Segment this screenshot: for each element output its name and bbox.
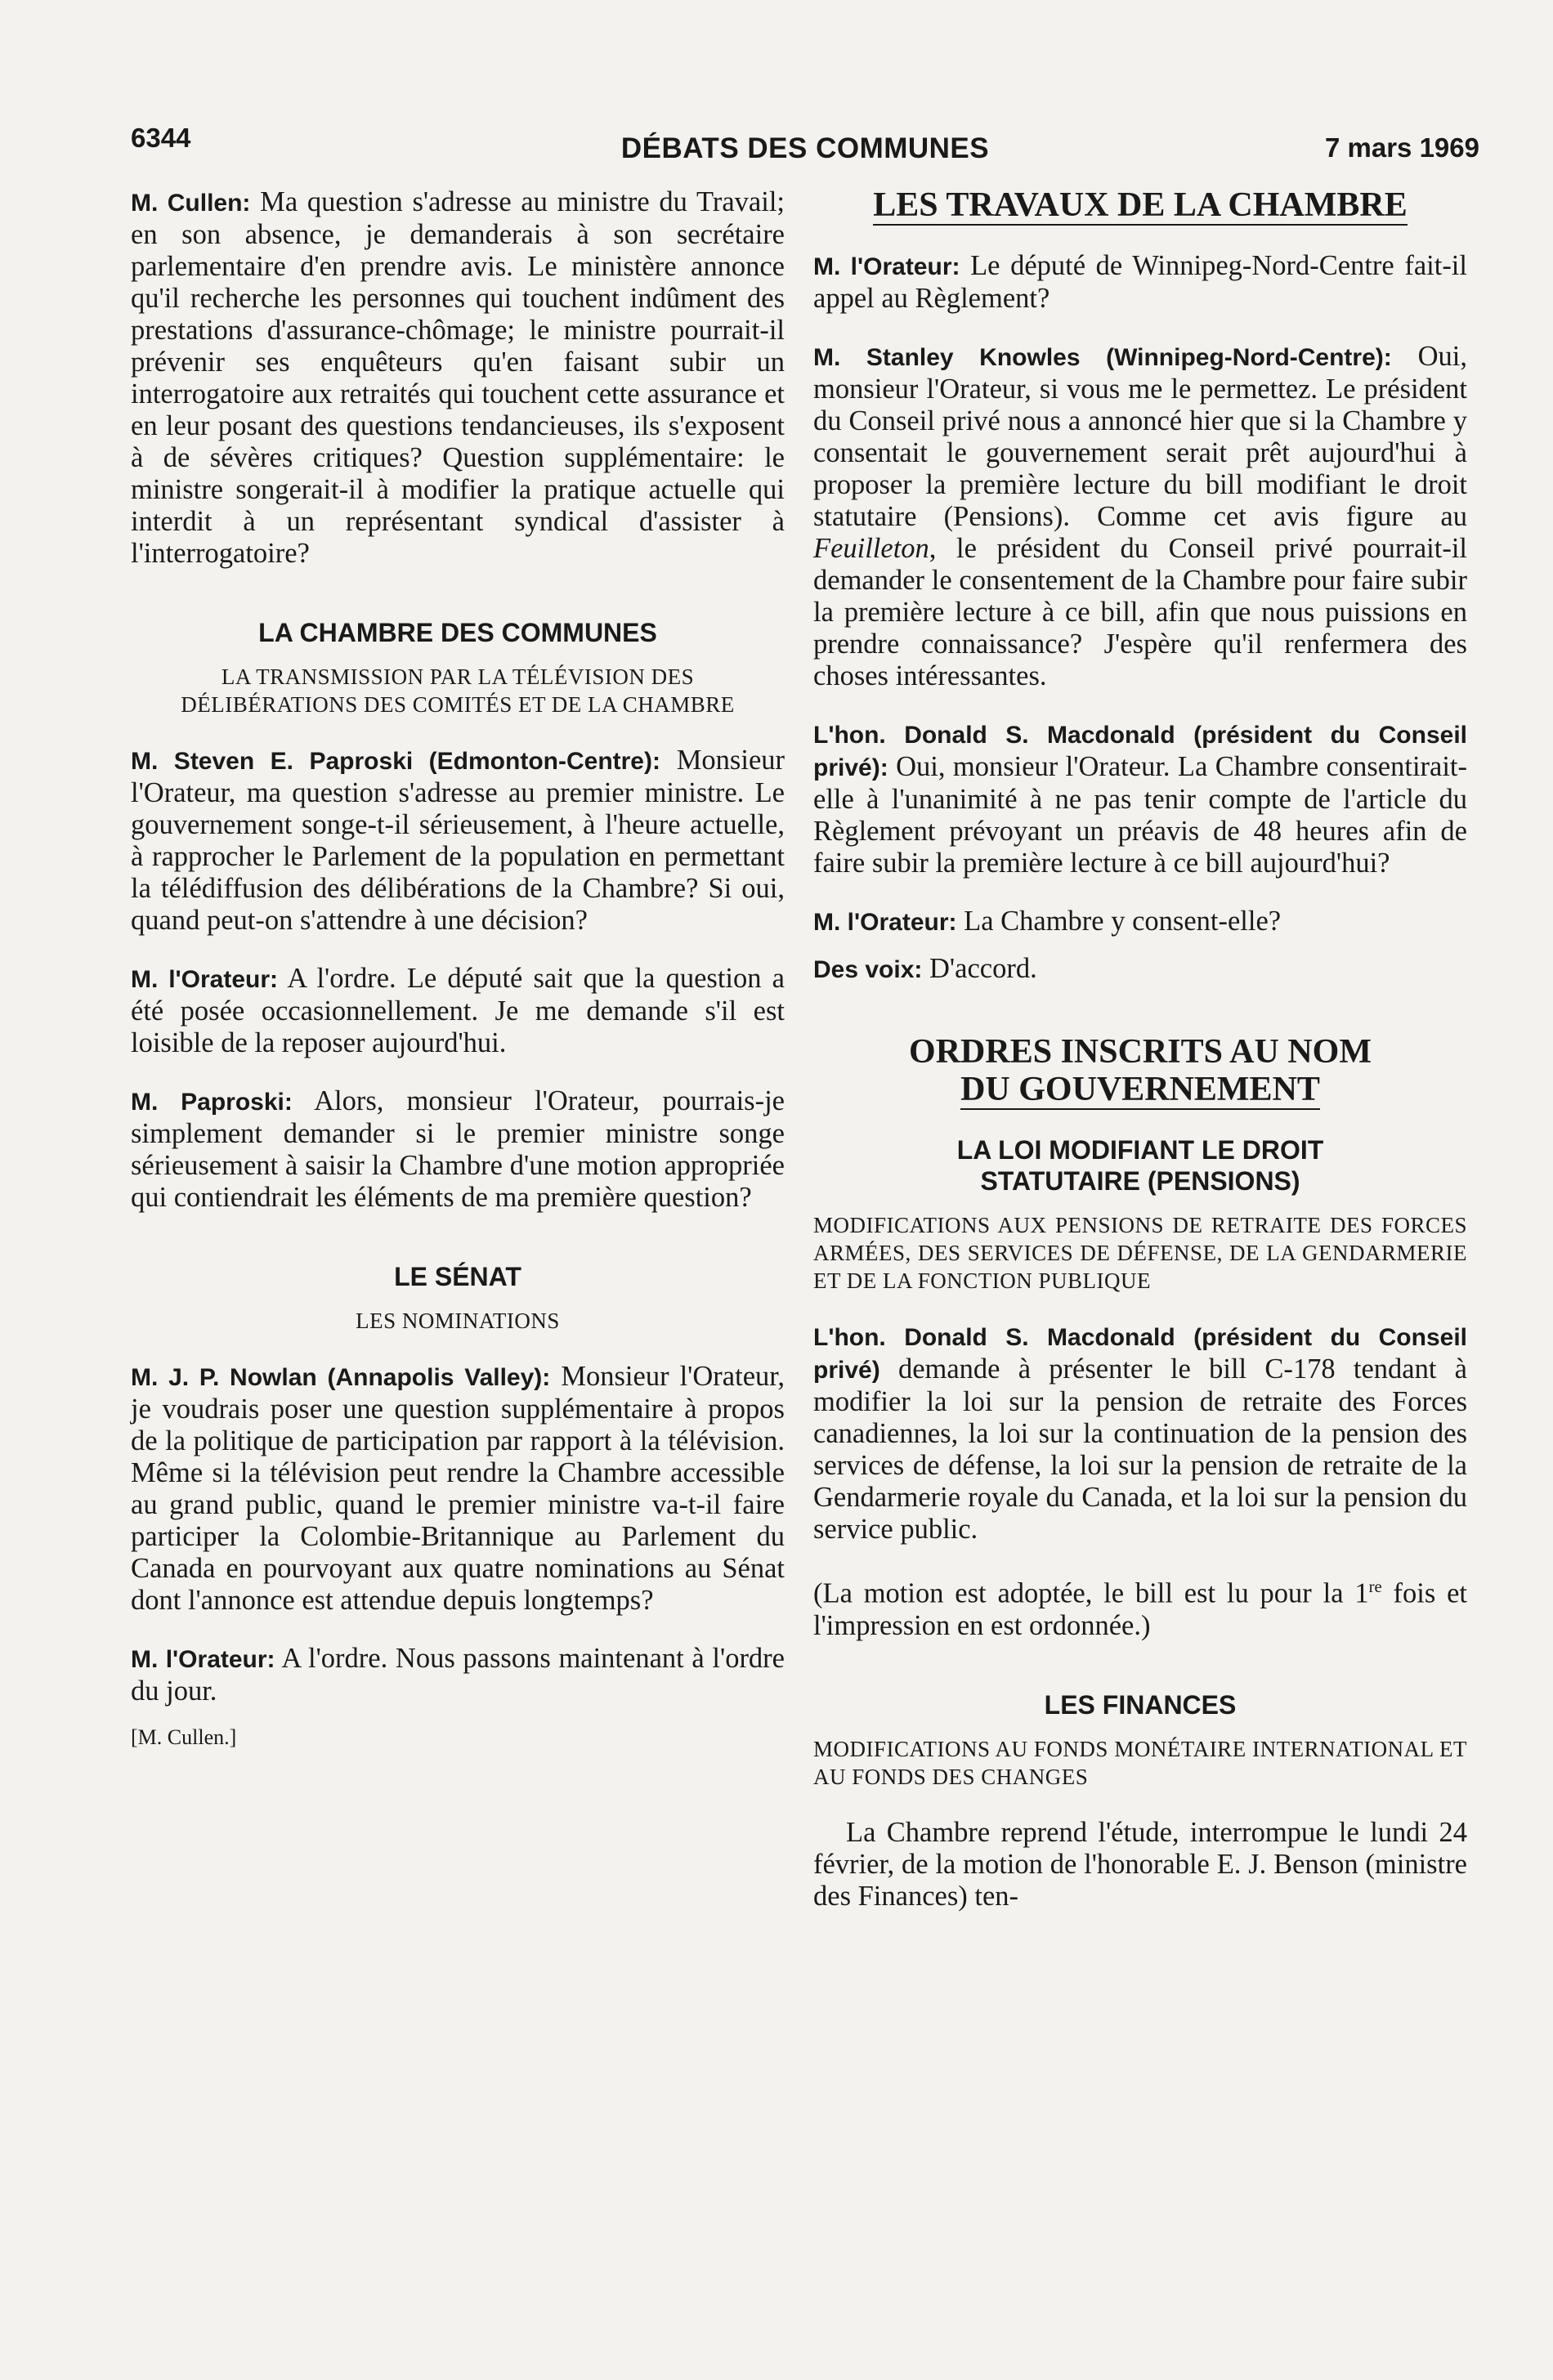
paragraph-text: Alors, monsieur l'Orateur, pourrais-je simplement demander si le premier ministre songe sérieusement à saisir la Chambre d'une motion appropriée qui contiendrait les éléments de ma première question? xyxy=(131,1085,785,1213)
paragraph xyxy=(813,1321,1467,1546)
paragraph-text: (La motion est adoptée, le bill est lu pour la 1 xyxy=(813,1577,1369,1609)
paragraph xyxy=(813,953,1467,986)
speaker-name: M. Cullen: xyxy=(131,190,251,217)
section-heading-text: LES TRAVAUX DE LA CHAMBRE xyxy=(873,186,1408,224)
paragraph-text: Le député de Winnipeg-Nord-Centre fait-il appel au Règlement? xyxy=(813,250,1467,314)
paragraph xyxy=(131,1361,785,1617)
speaker-name: Des voix: xyxy=(813,956,923,983)
superscript: re xyxy=(1368,1578,1382,1596)
paragraph-text: La Chambre reprend l'étude, interrompue le lundi 24 février, de la motion de l'honorable E. J. Benson (ministre des Finances) ten- xyxy=(813,1816,1467,1912)
paragraph-text: , le président du Conseil privé pourrait-il demander le consentement de la Chambre pour faire subir la première lecture à ce bill, afin que nous puissions en prendre connaissance? J'espère qu'il renfermera des choses intéressantes. xyxy=(813,533,1467,691)
left-column xyxy=(131,186,785,1750)
paragraph-text: Oui, monsieur l'Orateur, si vous me le permettez. Le président du Conseil privé nous a annoncé hier que si la Chambre y consentait le gouvernement serait prêt aujourd'hui à proposer la première lecture du bill modifiant le droit statutaire (Pensions). Comme cet avis figure au xyxy=(813,341,1467,532)
speaker-name: M. l'Orateur: xyxy=(131,1646,275,1673)
section-heading: LA LOI MODIFIANT LE DROIT STATUTAIRE (PENSIONS) xyxy=(956,1135,1324,1196)
paragraph xyxy=(131,186,785,570)
paragraph xyxy=(813,906,1467,938)
publication-title: DÉBATS DES COMMUNES xyxy=(620,132,990,164)
paragraph xyxy=(813,718,1467,879)
page-header xyxy=(131,123,1479,172)
paragraph-text: A l'ordre. Nous passons maintenant à l'ordre du jour. xyxy=(131,1643,785,1707)
italic-text: Feuilleton xyxy=(813,533,929,564)
section-heading: LE SÉNAT xyxy=(394,1262,521,1291)
paragraph-text: La Chambre y consent-elle? xyxy=(956,906,1282,937)
paragraph xyxy=(813,1572,1467,1642)
paragraph-text: D'accord. xyxy=(922,953,1037,984)
section-subheading: LES NOMINATIONS xyxy=(356,1309,560,1333)
section-subheading: LA TRANSMISSION PAR LA TÉLÉVISION DES DÉLIBÉRATIONS DES COMITÉS ET DE LA CHAMBRE xyxy=(181,664,735,717)
paragraph-text: A l'ordre. Le député sait que la question a été posée occasionnellement. Je me demande s'il est loisible de la reposer aujourd'hui. xyxy=(131,963,785,1058)
paragraph-text: fois et l'impression en est ordonnée.) xyxy=(813,1577,1467,1641)
paragraph xyxy=(813,341,1467,692)
paragraph-text: Monsieur l'Orateur, je voudrais poser une question supplémentaire à propos de la politique de participation par rapport à la télévision. Même si la télévision peut rendre la Chambre accessible au grand public, quand le premier ministre va-t-il faire participer la Colombie-Britannique au Parlement du Canada en pourvoyant aux quatre nominations au Sénat dont l'annonce est attendue depuis longtemps? xyxy=(131,1361,785,1616)
paragraph xyxy=(813,1817,1467,1912)
section-heading-line: ORDRES INSCRITS AU NOM xyxy=(909,1033,1372,1071)
paragraph xyxy=(131,1085,785,1214)
paragraph xyxy=(131,1643,785,1707)
right-column xyxy=(813,186,1467,1912)
speaker-name: L'hon. Donald S. Macdonald (président du Conseil privé) xyxy=(813,1324,1467,1384)
speaker-name: M. l'Orateur: xyxy=(813,253,960,280)
paragraph-text: Ma question s'adresse au ministre du Travail; en son absence, je demanderais à son secrétaire parlementaire d'en prendre avis. Le ministère annonce qu'il recherche les personnes qui touchent indûment des prestations d'assurance-chômage; le ministre pourrait-il prévenir ses enquêteurs qu'en faisant subir un interrogatoire aux retraités qui touchent cette assurance et en leur posant des questions tendancieuses, ils s'exposent à de sévères critiques? Question supplémentaire: le ministre songerait-il à modifier la pratique actuelle qui interdit à un représentant syndical d'assister à l'interrogatoire? xyxy=(131,186,785,569)
speaker-name: M. l'Orateur: xyxy=(131,966,279,993)
speaker-name: M. l'Orateur: xyxy=(813,909,957,936)
section-subheading: MODIFICATIONS AUX PENSIONS DE RETRAITE DES FORCES ARMÉES, DES SERVICES DE DÉFENSE, DE LA GENDARMERIE ET DE LA FONCTION PUBLIQUE xyxy=(813,1213,1467,1293)
speaker-name: M. Paproski: xyxy=(131,1089,293,1116)
paragraph-text: Oui, monsieur l'Orateur. La Chambre consentirait-elle à l'unanimité à ne pas tenir compte de l'article du Règlement prévoyant un préavis de 48 heures afin de faire subir la première lecture à ce bill aujourd'hui? xyxy=(813,751,1467,879)
speaker-name: L'hon. Donald S. Macdonald (président du Conseil privé): xyxy=(813,722,1467,781)
speaker-name: M. Stanley Knowles (Winnipeg-Nord-Centre): xyxy=(813,344,1392,371)
paragraph-text: Monsieur l'Orateur, ma question s'adresse au premier ministre. Le gouvernement songe-t-il sérieusement, à l'heure actuelle, à rapprocher le Parlement de la population en permettant la télédiffusion des délibérations de la Chambre? Si oui, quand peut-on s'attendre à une décision? xyxy=(131,745,785,936)
paragraph xyxy=(131,745,785,937)
section-heading: LA CHAMBRE DES COMMUNES xyxy=(258,618,657,647)
section-heading xyxy=(813,186,1467,224)
speaker-name: M. J. P. Nowlan (Annapolis Valley): xyxy=(131,1364,551,1391)
paragraph xyxy=(813,250,1467,315)
page-date: 7 mars 1969 xyxy=(1325,132,1479,163)
speaker-name: M. Steven E. Paproski (Edmonton-Centre): xyxy=(131,748,660,775)
continuation-note: [M. Cullen.] xyxy=(131,1725,237,1749)
paragraph-text: demande à présenter le bill C-178 tendant à modifier la loi sur la pension de retraite des Forces canadiennes, la loi sur la continuation de la pension des services de défense, la loi sur la pension de retraite de la Gendarmerie royale du Canada, et la loi sur la pension du service public. xyxy=(813,1353,1467,1545)
section-heading-line: DU GOUVERNEMENT xyxy=(960,1071,1320,1108)
section-subheading: MODIFICATIONS AU FONDS MONÉTAIRE INTERNATIONAL ET AU FONDS DES CHANGES xyxy=(813,1736,1467,1789)
section-heading: LES FINANCES xyxy=(1044,1689,1237,1720)
section-heading xyxy=(813,1033,1467,1108)
page-number: 6344 xyxy=(131,123,191,153)
paragraph xyxy=(131,963,785,1059)
